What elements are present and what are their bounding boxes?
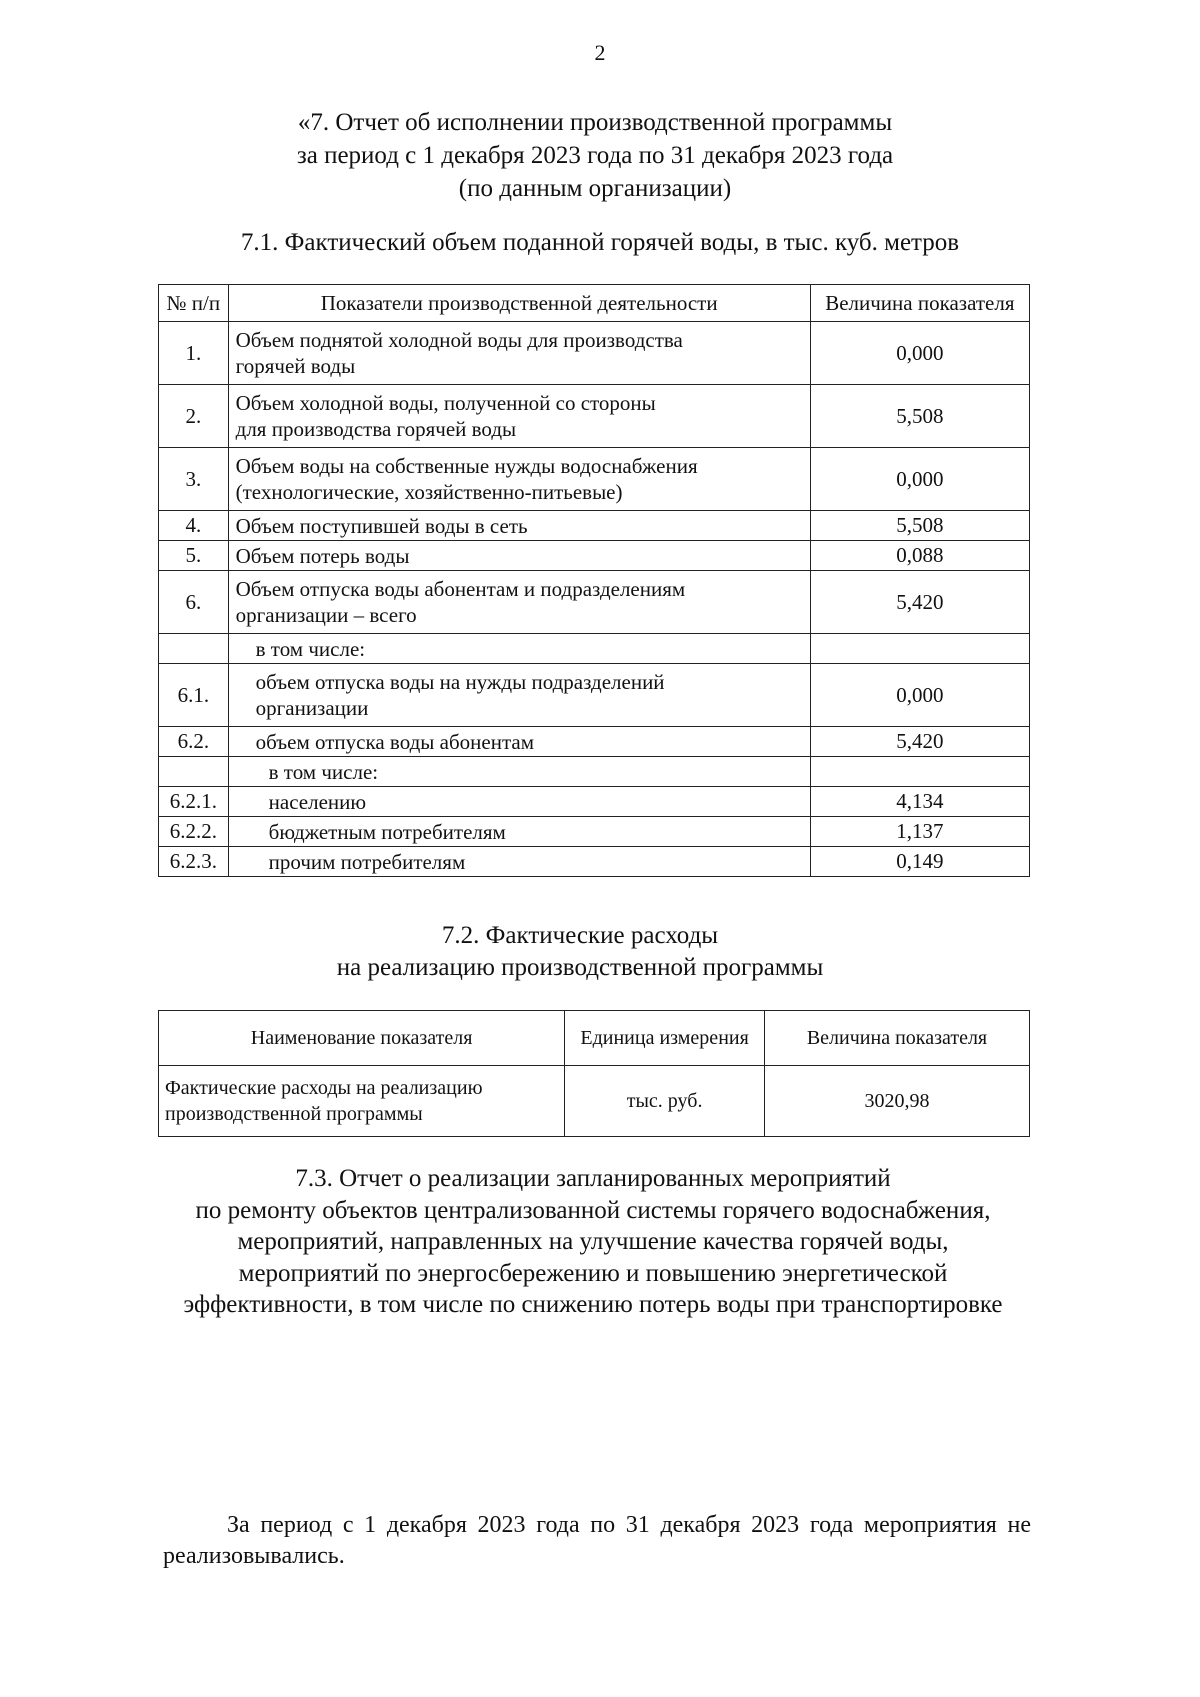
expenses-table (158, 1010, 1030, 1137)
section-title-line: мероприятий по энергосбережению и повышению энергетической (238, 1259, 948, 1287)
table-row (159, 511, 1030, 541)
column-header-name: Наименование показателя (159, 1011, 565, 1066)
row-value: 0,000 (810, 322, 1029, 385)
table-row (159, 727, 1030, 757)
row-number (159, 634, 229, 664)
column-header-indicator: Показатели производственной деятельности (228, 285, 810, 322)
row-number: 6.2. (159, 727, 229, 757)
section-7-2-title (0, 920, 1180, 984)
table-row (159, 634, 1030, 664)
row-number: 6.2.1. (159, 787, 229, 817)
row-indicator: прочим потребителям (228, 847, 810, 877)
table-row (159, 322, 1030, 385)
row-indicator: в том числе: (228, 757, 810, 787)
column-header-unit: Единица измерения (565, 1011, 765, 1066)
row-number: 4. (159, 511, 229, 541)
table-row (159, 664, 1030, 727)
table-row (159, 787, 1030, 817)
hot-water-volume-table (158, 284, 1030, 877)
row-indicator: объем отпуска воды абонентам (228, 727, 810, 757)
page-number: 2 (594, 40, 606, 65)
row-indicator: Объем отпуска воды абонентам и подразделениям организации – всего (228, 571, 810, 634)
column-header-value: Величина показателя (764, 1011, 1029, 1066)
report-title-line: за период с 1 декабря 2023 года по 31 декабря 2023 года (296, 142, 894, 169)
row-indicator: Фактические расходы на реализацию производственной программы (159, 1066, 565, 1137)
row-indicator: Объем потерь воды (228, 541, 810, 571)
row-indicator: Объем воды на собственные нужды водоснабжения (технологические, хозяйственно-питьевые) (228, 448, 810, 511)
row-number: 6.2.3. (159, 847, 229, 877)
row-indicator: в том числе: (228, 634, 810, 664)
column-header-number: № п/п (159, 285, 229, 322)
table-row (159, 448, 1030, 511)
section-7-1-title: 7.1. Фактический объем поданной горячей воды, в тыс. куб. метров (240, 229, 960, 256)
report-title (0, 106, 1190, 205)
row-number (159, 757, 229, 787)
report-title-line: «7. Отчет об исполнении производственной программы (297, 109, 893, 136)
table-header-row (159, 1011, 1030, 1066)
section-title-line: 7.3. Отчет о реализации запланированных мероприятий (295, 1165, 891, 1192)
row-indicator: Объем холодной воды, полученной со стороны для производства горячей воды (228, 385, 810, 448)
row-number: 5. (159, 541, 229, 571)
row-indicator: Объем поднятой холодной воды для производства горячей воды (228, 322, 810, 385)
row-value: 0,000 (810, 448, 1029, 511)
section-title-line: эффективности, в том числе по снижению потерь воды при транспортировке (183, 1291, 1003, 1318)
row-indicator: объем отпуска воды на нужды подразделений организации (228, 664, 810, 727)
section-title-line: мероприятий, направленных на улучшение качества горячей воды, (237, 1228, 949, 1255)
report-title-line: (по данным организации) (458, 175, 732, 202)
row-value: 0,000 (810, 664, 1029, 727)
row-number: 6.2.2. (159, 817, 229, 847)
row-indicator: бюджетным потребителям (228, 817, 810, 847)
table-row (159, 1066, 1030, 1137)
row-value: 0,088 (810, 541, 1029, 571)
row-indicator: населению (228, 787, 810, 817)
row-value: 5,420 (810, 727, 1029, 757)
row-number: 6. (159, 571, 229, 634)
row-value (810, 757, 1029, 787)
column-header-value: Величина показателя (810, 285, 1029, 322)
row-number: 2. (159, 385, 229, 448)
row-number: 6.1. (159, 664, 229, 727)
section-7-3-title (0, 1163, 1193, 1321)
table-row (159, 385, 1030, 448)
row-number: 3. (159, 448, 229, 511)
table-row (159, 757, 1030, 787)
section-title-line: по ремонту объектов централизованной системы горячего водоснабжения, (195, 1196, 991, 1224)
table-row (159, 541, 1030, 571)
row-indicator: Объем поступившей воды в сеть (228, 511, 810, 541)
row-value: 4,134 (810, 787, 1029, 817)
row-number: 1. (159, 322, 229, 385)
row-value: 0,149 (810, 847, 1029, 877)
row-value: 1,137 (810, 817, 1029, 847)
row-value: 3020,98 (764, 1066, 1029, 1137)
table-row (159, 571, 1030, 634)
table-row (159, 847, 1030, 877)
section-7-3-paragraph: За период с 1 декабря 2023 года по 31 декабря 2023 года мероприятия не реализовывались. (163, 1512, 1031, 1569)
row-value (810, 634, 1029, 664)
table-row (159, 817, 1030, 847)
row-unit: тыс. руб. (565, 1066, 765, 1137)
row-value: 5,420 (810, 571, 1029, 634)
row-value: 5,508 (810, 511, 1029, 541)
section-title-line: 7.2. Фактические расходы (441, 922, 719, 949)
row-value: 5,508 (810, 385, 1029, 448)
table-header-row (159, 285, 1030, 322)
section-title-line: на реализацию производственной программы (336, 954, 824, 981)
